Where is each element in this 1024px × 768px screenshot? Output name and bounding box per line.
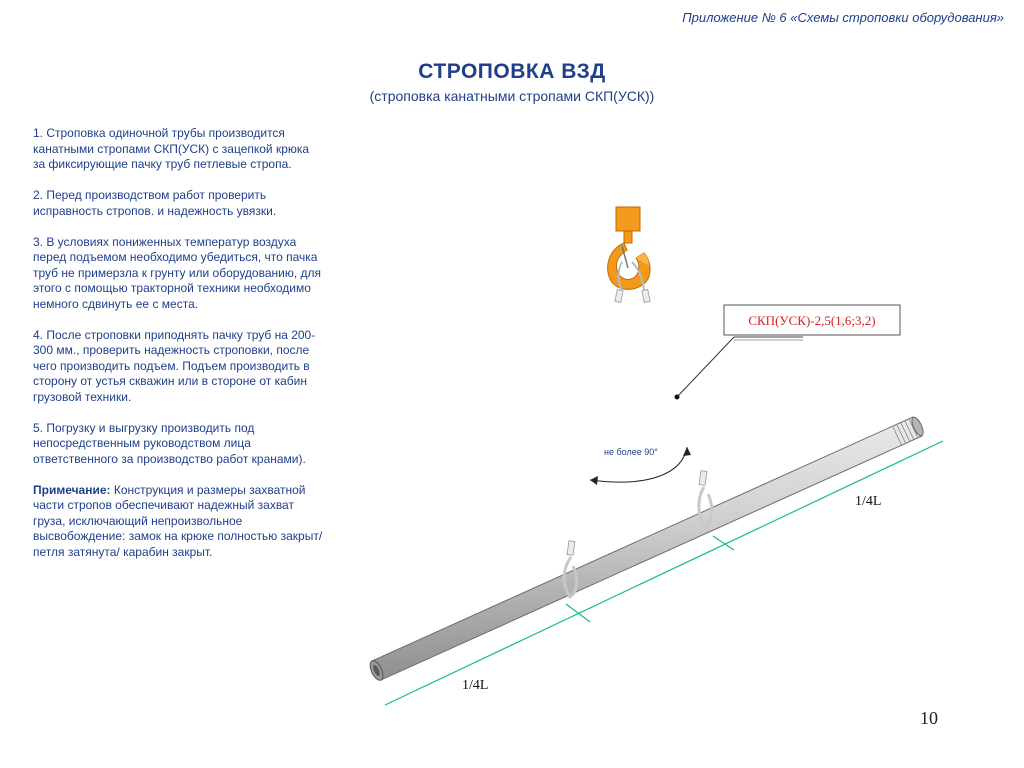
note-label: Примечание: <box>33 482 111 497</box>
page-subtitle: (строповка канатными стропами СКП(УСК)) <box>369 88 655 104</box>
page-number: 10 <box>920 708 938 728</box>
instruction-item-4: 4. После строповки приподнять пачку труб на 200-300 мм., проверить надежность строповки, после чего производить подъем. Подъем производить в сторону от устья скважин или в стороне от кабин грузовой техники. <box>33 327 316 404</box>
leader-dot <box>675 395 680 400</box>
instruction-item-5: 5. Погрузку и выгрузку производить под непосредственным руководством лица ответственного за производство работ кранами). <box>33 420 306 466</box>
instruction-item-1: 1. Строповка одиночной трубы производится канатными стропами СКП(УСК) с зацепкой крюка за фиксирующие пачку труб петлевые стропа. <box>33 126 310 171</box>
quarter-length-label-top: 1/4L <box>855 494 882 509</box>
appendix-caption: Приложение № 6 «Схемы строповки оборудования» <box>682 10 1004 25</box>
quarter-length-label-bottom: 1/4L <box>462 678 489 693</box>
dimension-lines <box>385 441 943 705</box>
leader-line <box>677 337 734 397</box>
instruction-item-2: 2. Перед производством работ проверить исправность стропов. и надежность увязки. <box>33 188 277 218</box>
angle-label: не более 90° <box>604 447 658 457</box>
page-title: СТРОПОВКА ВЗД <box>418 60 606 83</box>
sling-label: СКП(УСК)-2,5(1,6;3,2) <box>748 313 876 328</box>
instruction-item-3: 3. В условиях пониженных температур воздуха перед подъемом необходимо убедиться, что пачка труб не примерзла к грунту или оборудованию, для этого с помощью тракторной техники необходимо немного сдвинуть ее с места. <box>33 234 322 311</box>
note-text: Конструкция и размеры захватной части стропов обеспечивают надежный захват груза, исключающий непроизвольное высвобождение: замок на крюке полностью закрыт/ петля затянута/ карабин закрыт. <box>33 482 323 559</box>
crane-hook-icon <box>608 207 650 302</box>
